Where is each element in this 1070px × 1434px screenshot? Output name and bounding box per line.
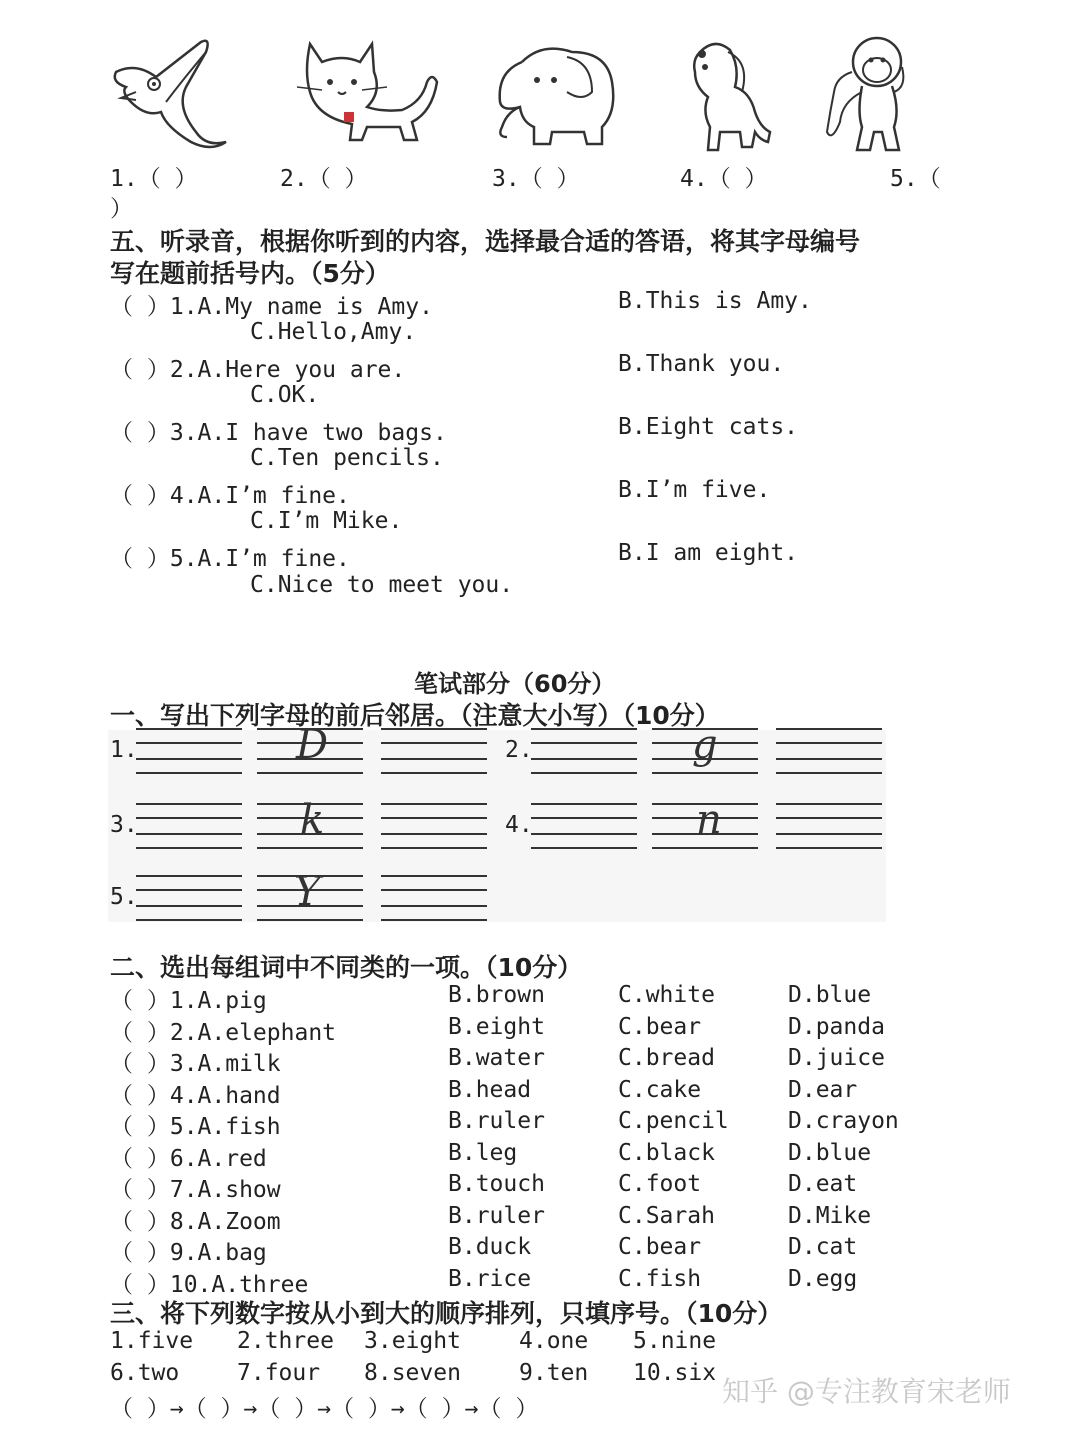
elephant-picture (492, 32, 622, 152)
part2-row-7-option-c: C.foot (618, 1171, 702, 1197)
part2-row-8-option-b: B.ruler (448, 1202, 545, 1229)
part2-row-2-option-a[interactable]: （ ）2.A.elephant (110, 1019, 337, 1046)
number-item: 2.three (237, 1328, 334, 1354)
part2-row-3-option-b: B.water (448, 1045, 545, 1071)
picture-answer-3[interactable]: 3.（ ） (492, 166, 580, 192)
part2-row-4-option-b: B.head (448, 1076, 532, 1103)
cat-picture (292, 32, 440, 152)
part2-row-1-option-a[interactable]: （ ）1.A.pig (110, 988, 267, 1014)
letter-num-3: 3. (110, 812, 138, 838)
letter-D: D (296, 722, 329, 768)
bird-picture (106, 32, 241, 152)
dog-picture (680, 32, 775, 157)
number-item: 1.five (110, 1328, 194, 1354)
s5-q4-b: B.I’m five. (618, 477, 771, 503)
part2-row-3-option-c: C.bread (618, 1045, 715, 1071)
section5-heading-line2: 写在题前括号内。（5分） (110, 259, 390, 288)
watermark: 知乎 @专注教育宋老师 (722, 1375, 1011, 1408)
number-item: 7.four (237, 1360, 321, 1386)
part2-row-4-option-d: D.ear (788, 1076, 858, 1103)
picture-answer-1[interactable]: 1.（ ） (110, 166, 198, 192)
s5-q2-b: B.Thank you. (618, 351, 785, 377)
part2-row-3-option-d: D.juice (788, 1045, 885, 1071)
written-title: 笔试部分（60分） (414, 670, 616, 698)
part2-row-7-option-a[interactable]: （ ）7.A.show (110, 1177, 281, 1203)
part2-row-8-option-a[interactable]: （ ）8.A.Zoom (110, 1208, 281, 1235)
section5-heading-line1: 五、听录音，根据你听到的内容，选择最合适的答语，将其字母编号 (110, 227, 861, 256)
s5-q1-b: B.This is Amy. (618, 288, 812, 314)
letter-num-2: 2. (505, 737, 533, 763)
part2-row-2-option-b: B.eight (448, 1013, 545, 1040)
part2-row-10-option-c: C.fish (618, 1265, 702, 1292)
part2-row-9-option-a[interactable]: （ ）9.A.bag (110, 1240, 267, 1266)
order-answer-line[interactable]: （ ）→（ ）→（ ）→（ ）→（ ）→（ ） (110, 1396, 539, 1422)
letter-num-1: 1. (110, 737, 138, 763)
letter-Y: Y (294, 869, 321, 915)
s5-q1-a[interactable]: （ ）1.A.My name is Amy. (110, 294, 433, 320)
number-item: 6.two (110, 1360, 180, 1386)
part2-row-8-option-c: C.Sarah (618, 1202, 715, 1229)
part2-row-5-option-c: C.pencil (618, 1108, 729, 1134)
letter-g: g (692, 722, 718, 768)
s5-q2-a[interactable]: （ ）2.A.Here you are. (110, 357, 406, 383)
number-item: 3.eight (364, 1328, 461, 1354)
s5-q5-c: C.Nice to meet you. (250, 572, 514, 598)
picture-answer-5[interactable]: 5.（ (890, 166, 941, 192)
s5-q3-b: B.Eight cats. (618, 414, 799, 440)
picture-answer-5-close: ） (110, 196, 133, 222)
s5-q5-a[interactable]: （ ）5.A.I’m fine. (110, 546, 350, 572)
letter-k: k (300, 797, 325, 843)
part2-row-2-option-c: C.bear (618, 1013, 702, 1040)
letter-num-5: 5. (110, 884, 138, 910)
number-item: 5.nine (633, 1328, 717, 1354)
number-item: 4.one (519, 1328, 589, 1354)
part2-row-5-option-b: B.ruler (448, 1108, 545, 1134)
s5-q4-c: C.I’m Mike. (250, 508, 403, 534)
part2-heading: 二、选出每组词中不同类的一项。（10分） (110, 953, 583, 982)
part2-row-5-option-a[interactable]: （ ）5.A.fish (110, 1114, 281, 1140)
part2-row-6-option-d: D.blue (788, 1139, 872, 1166)
part2-row-4-option-a[interactable]: （ ）4.A.hand (110, 1082, 281, 1109)
part2-row-1-option-d: D.blue (788, 982, 872, 1008)
part2-row-10-option-b: B.rice (448, 1265, 532, 1292)
picture-answer-2[interactable]: 2.（ ） (280, 166, 368, 192)
part2-row-5-option-d: D.crayon (788, 1108, 899, 1134)
monkey-picture (822, 32, 922, 154)
letter-num-4: 4. (505, 812, 533, 838)
part2-row-7-option-d: D.eat (788, 1171, 858, 1197)
part3-heading: 三、将下列数字按从小到大的顺序排列，只填序号。（10分） (110, 1299, 783, 1328)
part2-row-10-option-a[interactable]: （ ）10.A.three (110, 1271, 309, 1298)
part2-row-4-option-c: C.cake (618, 1076, 702, 1103)
part2-row-9-option-c: C.bear (618, 1234, 702, 1260)
s5-q2-c: C.OK. (250, 382, 320, 408)
part2-row-7-option-b: B.touch (448, 1171, 545, 1197)
part2-row-6-option-b: B.leg (448, 1139, 518, 1166)
letter-n: n (696, 797, 722, 843)
part2-row-6-option-a[interactable]: （ ）6.A.red (110, 1145, 267, 1172)
part2-row-3-option-a[interactable]: （ ）3.A.milk (110, 1051, 281, 1077)
s5-q3-c: C.Ten pencils. (250, 445, 444, 471)
number-item: 10.six (633, 1360, 717, 1386)
number-item: 9.ten (519, 1360, 589, 1386)
picture-answer-4[interactable]: 4.（ ） (680, 166, 768, 192)
number-item: 8.seven (364, 1360, 461, 1386)
part1-heading: 一、写出下列字母的前后邻居。（注意大小写）（10分） (110, 701, 720, 730)
part2-row-9-option-d: D.cat (788, 1234, 858, 1260)
part2-row-10-option-d: D.egg (788, 1265, 858, 1292)
part2-row-2-option-d: D.panda (788, 1013, 885, 1040)
s5-q4-a[interactable]: （ ）4.A.I’m fine. (110, 483, 350, 509)
part2-row-9-option-b: B.duck (448, 1234, 532, 1260)
s5-q1-c: C.Hello,Amy. (250, 319, 417, 345)
part2-row-6-option-c: C.black (618, 1139, 715, 1166)
part2-row-1-option-b: B.brown (448, 982, 545, 1008)
s5-q5-b: B.I am eight. (618, 540, 799, 566)
s5-q3-a[interactable]: （ ）3.A.I have two bags. (110, 420, 447, 446)
part2-row-8-option-d: D.Mike (788, 1202, 872, 1229)
part2-row-1-option-c: C.white (618, 982, 715, 1008)
